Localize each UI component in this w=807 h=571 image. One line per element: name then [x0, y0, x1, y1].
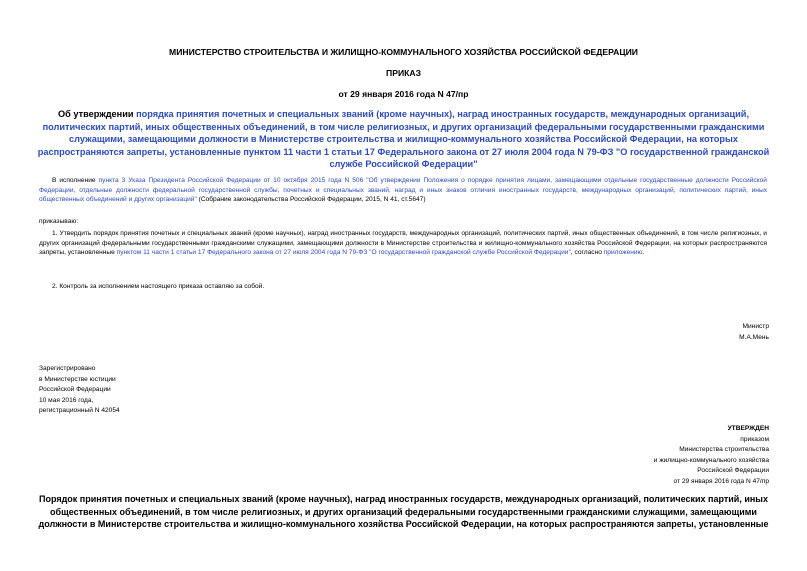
intro-prefix: В исполнение	[52, 177, 99, 184]
law-link[interactable]: пунктом 11 части 1 статьи 17 Федерального закона от 27 июля 2004 года N 79-ФЗ "О государственной гражданской службе Российской Федерации"	[116, 249, 571, 257]
prikazyvayu-label: приказываю:	[39, 218, 79, 225]
item-1-end: .	[642, 249, 645, 257]
item-1-mid: , согласно	[570, 249, 604, 257]
approved-block	[654, 424, 769, 487]
approved-line: и жилищно-коммунального хозяйства	[653, 456, 769, 464]
approved-line: Министерства строительства	[679, 446, 769, 453]
order-date: от 29 января 2016 года N 47/пр	[338, 89, 469, 99]
registration-line: 10 мая 2016 года,	[39, 396, 94, 404]
order-title	[36, 108, 771, 171]
registration-line: регистрационный N 42054	[39, 407, 120, 414]
intro-suffix: (Собрание законодательства Российской Федерации, 2015, N 41, ст.5647)	[196, 196, 426, 204]
order-heading: ПРИКАЗ	[386, 68, 421, 78]
registration-line: в Министерстве юстиции	[39, 375, 116, 383]
registration-line: Российской Федерации	[39, 386, 111, 393]
approved-line: от 29 января 2016 года N 47/пр	[673, 477, 769, 485]
signature-block	[739, 322, 769, 343]
title-link[interactable]: порядка принятия почетных и специальных званий (кроме научных), наград иностранных государств, международных организаций, политических партий, иных общественных объединений, в том числе религиозных, и других организаций федеральными государственными гражданскими служащими, замещающими должности в Министерстве строительства и жилищно-коммунального хозяйства Российской Федерации, на которых распространяются запреты, установленные пунктом 11 части 1 статьи 17 Федерального закона от 27 июля 2004 года N 79-ФЗ "О государственной гражданской службе Российской Федерации"	[37, 109, 770, 169]
registration-block	[39, 364, 120, 417]
signature-name: М.А.Мень	[739, 333, 769, 341]
title-prefix: Об утверждении	[57, 109, 137, 119]
ministry-heading: МИНИСТЕРСТВО СТРОИТЕЛЬСТВА И ЖИЛИЩНО-КОММУНАЛЬНОГО ХОЗЯЙСТВА РОССИЙСКОЙ ФЕДЕРАЦИИ	[169, 47, 638, 57]
item-1-text: 1. Утвердить порядок принятия почетных и специальных званий (кроме научных), наград иностранных государств, международных организаций, политических партий, иных общественных объединений, в том числе религиозных, и других организаций федеральными государственными гражданскими служащими, замещающими должности в Министерстве строительства и жилищно-коммунального хозяйства Российской Федерации, на которых распространяются запреты, установленные	[39, 230, 767, 257]
intro-paragraph	[39, 176, 767, 205]
signature-position: Министр	[742, 323, 769, 330]
approved-line: приказом	[740, 435, 769, 443]
approved-heading: УТВЕРЖДЕН	[727, 425, 769, 432]
registration-line: Зарегистрировано	[39, 365, 96, 372]
procedure-title: Порядок принятия почетных и специальных званий (кроме научных), наград иностранных государств, международных организаций, политических партий, иных общественных объединений, в том числе религиозных, и других организаций федеральными государственными гражданскими служащими, замещающими должности в Министерстве строительства и жилищно-коммунального хозяйства Российской Федерации, на которых распространяются запреты, установленные	[38, 494, 769, 529]
approved-line: Российской Федерации	[697, 467, 769, 474]
appendix-link[interactable]: приложению	[603, 249, 643, 257]
item-1-paragraph	[39, 229, 767, 258]
item-2-paragraph: 2. Контроль за исполнением настоящего приказа оставляю за собой.	[52, 283, 265, 290]
decree-link[interactable]: пункта 3 Указа Президента Российской Федерации от 10 октября 2015 года N 506 "Об утверждении Положения о порядке принятия лицами, замещающими отдельные государственные должности Российской Федерации, отдельные должности федеральной государственной службы, почетных и специальных званий, наград и иных знаков отличия иностранных государств, международных организаций, политических партий, иных общественных объединений и других организаций"	[39, 177, 767, 204]
